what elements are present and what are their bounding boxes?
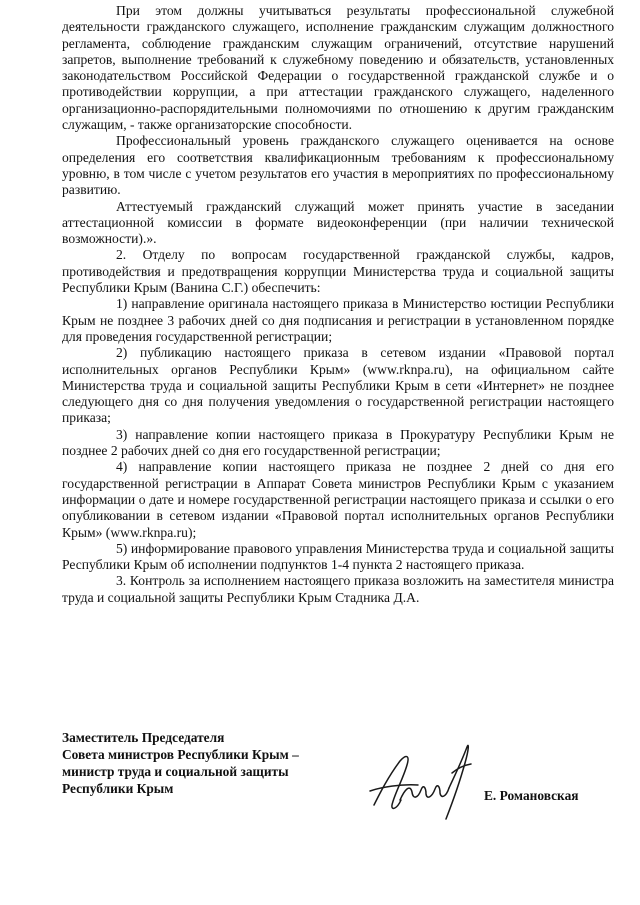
signer-name: Е. Романовская — [484, 788, 579, 803]
paragraph-videoconference: Аттестуемый гражданский служащий может принять участие в заседании аттестационной комиссии в формате видеоконференции (при наличии технической возможности).». — [62, 198, 614, 247]
paragraph-professional-level: Профессиональный уровень гражданского служащего оценивается на основе определения его соответствия квалификационным требованиям к профессиональному уровню, в том числе с учетом результатов его участия в мероприятиях по профессиональному развитию. — [62, 133, 614, 198]
paragraph-subitem-1: 1) направление оригинала настоящего приказа в Министерство юстиции Республики Крым не позднее 3 рабочих дней со дня подписания и регистрации в установленном порядке для проведения государственной регистрации; — [62, 296, 614, 344]
paragraph-evaluation-criteria: При этом должны учитываться результаты профессиональной служебной деятельности гражданского служащего, исполнение гражданским служащим должностного регламента, соблюдение гражданским служащим ограничений, отсутствие нарушений запретов, выполнение требований к служебному поведению и обязательств, установленных законодательством Российской Федерации о государственной гражданской службе и о противодействии коррупции, а при аттестации гражданского служащего, наделенного организационно-распорядительными полномочиями по отношению к другим гражданским служащим, - также организаторские способности. — [62, 3, 614, 133]
handwritten-signature — [366, 737, 476, 827]
position-line-4: Республики Крым — [62, 781, 174, 796]
paragraph-subitem-4: 4) направление копии настоящего приказа не позднее 2 дней со дня его государственной регистрации в Аппарат Совета министров Республики Крым с указанием информации о дате и номере государственной регистрации настоящего приказа и ссылки о его опубликовании в сетевом издании «Правовой портал исполнительных органов Республики Крым» (www.rknpa.ru); — [62, 459, 614, 540]
position-line-1: Заместитель Председателя — [62, 730, 225, 745]
paragraph-subitem-3: 3) направление копии настоящего приказа в Прокуратуру Республики Крым не позднее 2 рабочих дней со дня его государственной регистрации; — [62, 426, 614, 459]
position-line-2: Совета министров Республики Крым – — [62, 747, 299, 762]
paragraph-subitem-2: 2) публикацию настоящего приказа в сетевом издании «Правовой портал исполнительных органов Республики Крым» (www.rknpa.ru), на официальном сайте Министерства труда и социальной защиты Республики Крым в сети «Интернет» не позднее следующего дня со дня получения уведомления о государственной регистрации настоящего приказа; — [62, 345, 614, 426]
document-body — [62, 3, 614, 606]
signatory-position — [62, 729, 299, 797]
paragraph-item-2-intro: 2. Отделу по вопросам государственной гражданской службы, кадров, противодействия и предотвращения коррупции Министерства труда и социальной защиты Республики Крым (Ванина С.Г.) обеспечить: — [62, 247, 614, 296]
position-line-3: министр труда и социальной защиты — [62, 764, 289, 779]
paragraph-item-3-control: 3. Контроль за исполнением настоящего приказа возложить на заместителя министра труда и социальной защиты Республики Крым Стадника Д.А. — [62, 573, 614, 605]
paragraph-subitem-5: 5) информирование правового управления Министерства труда и социальной защиты Республики Крым об исполнении подпунктов 1-4 пункта 2 настоящего приказа. — [62, 540, 614, 573]
